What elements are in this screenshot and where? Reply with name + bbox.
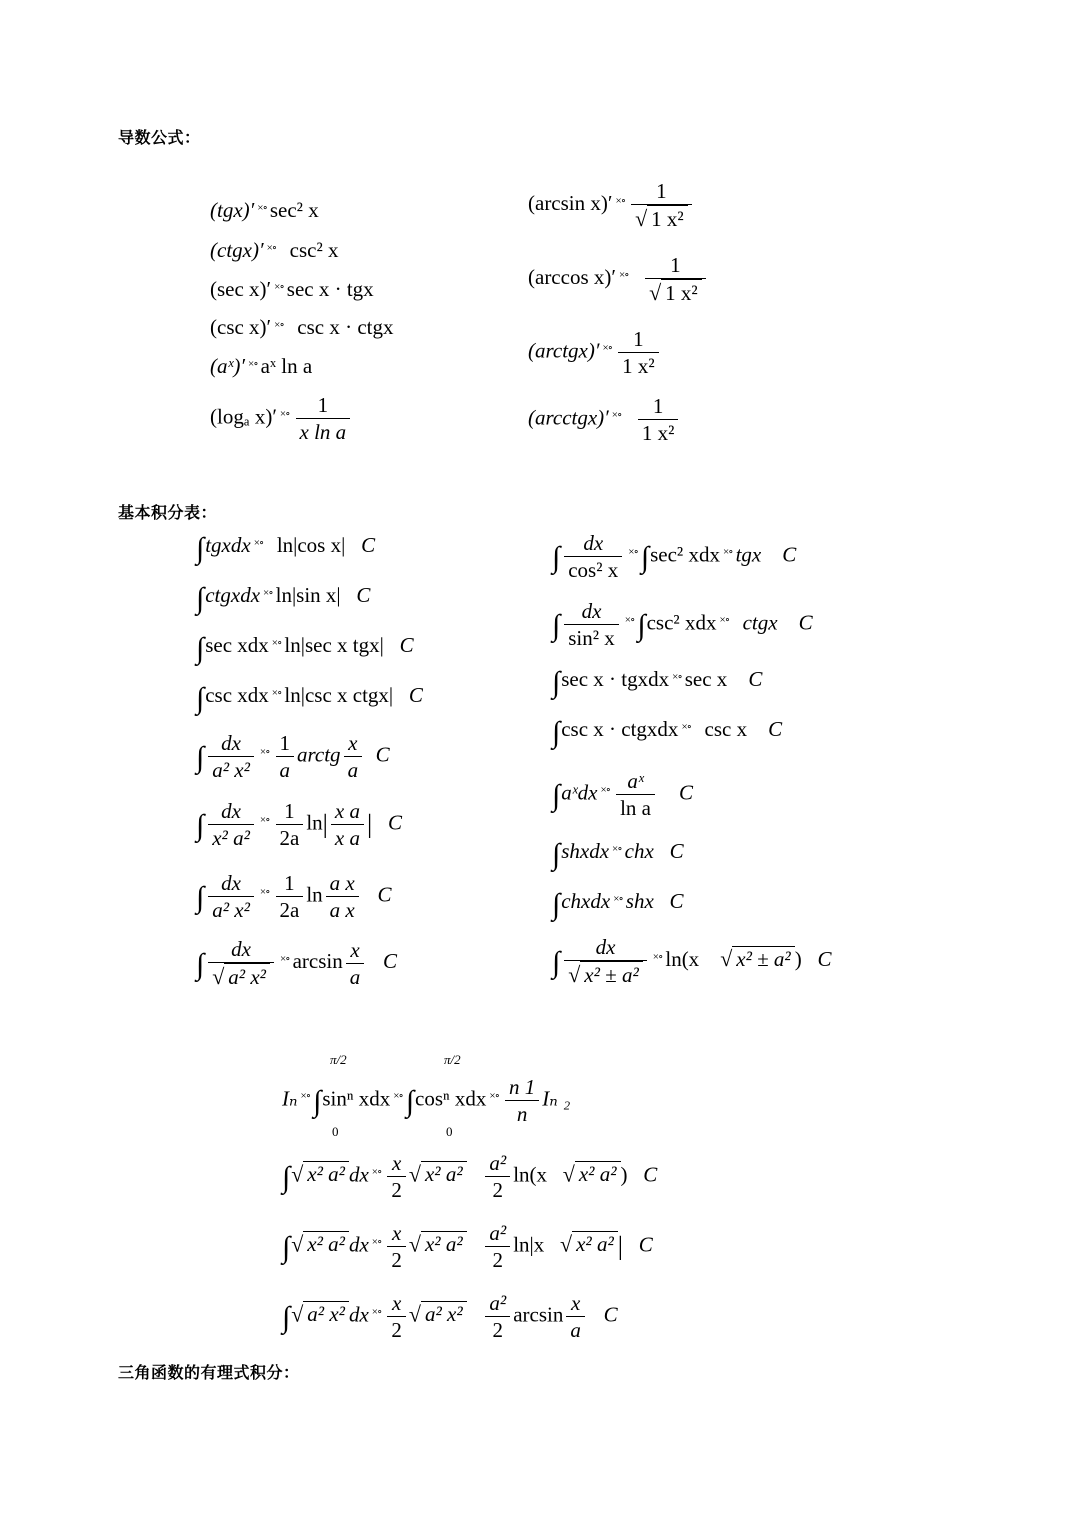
int-sec2: ∫ $\frac{dx}{\text{cos² x}}$ ×∘ ∫sec² xdx ×∘ tgx C (552, 531, 797, 582)
deriv-arcsin: (arcsin x)′ ×∘ $\frac{1}{\text{√ 1 x²}}$ (528, 178, 695, 232)
deriv-logax: (logₐ x)′ ×∘ $\frac{1}{\text{x ln a}}$ (210, 392, 353, 445)
int-cscx: ∫csc xdx ×∘ ln|csc x ctgx| C (196, 682, 423, 715)
int-arcsin: ∫ $\frac{dx}{\text{√ a² x²}}$ ×∘ arcsin $\frac{x}{a}$ C (196, 937, 397, 989)
limit-upper-2: π/2 (444, 1052, 461, 1067)
int-cscx-ctgx: ∫csc x · ctgxdx ×∘ csc x C (552, 716, 783, 749)
int-shx: ∫shxdx ×∘ chx C (552, 838, 684, 871)
int-secx: ∫sec xdx ×∘ ln|sec x tgx| C (196, 632, 414, 665)
deriv-arcctg: (arcctgx)′ ×∘ $\frac{1}{\text{1 x²}}$ (528, 393, 681, 446)
int-secx-tgx: ∫sec x · tgxdx ×∘ sec x C (552, 666, 763, 699)
deriv-secx: (sec x)′ ×∘ sec x · tgx (210, 277, 374, 301)
deriv-tgx: (tgx)′ ×∘ sec² x (210, 198, 319, 222)
heading-derivatives: 导数公式： (118, 128, 201, 147)
int-ax: ∫aˣdx ×∘ $\frac{\text{aˣ}}{\text{ln a}}$ C (552, 769, 693, 820)
limit-lower-1: 0 (332, 1124, 339, 1139)
int-ln-sqrt: ∫ $\frac{dx}{\text{√ x² ± a²}}$ ×∘ ln(x √ x² ± a² ) C (552, 935, 832, 987)
formula-In: Iₙ ×∘ ∫sinⁿ xdx ×∘ ∫cosⁿ xdx ×∘ $\frac{n 1}{n}$ Iₙ ₂ (282, 1075, 571, 1126)
int-csc2: ∫ $\frac{dx}{\text{sin² x}}$ ×∘ ∫csc² xdx ×∘ ctgx C (552, 599, 813, 650)
deriv-arctg: (arctgx)′ ×∘ $\frac{1}{\text{1 x²}}$ (528, 326, 662, 379)
int-ln-xa: ∫ $\frac{dx}{\text{x² a²}}$ ×∘ $\frac{1}{2a}$ ln| $\frac{\text{x a}}{\text{x a}}$ | C (196, 799, 402, 850)
formula-sqrt-a2-minus-x2: ∫√ a² x² dx ×∘ $\frac{x}{2}$ √ a² x² $\frac{\text{a²}}{2}$ arcsin $\frac{x}{a}$ C (282, 1291, 618, 1342)
limit-lower-2: 0 (446, 1124, 453, 1139)
deriv-arccos: (arccos x)′ ×∘ $\frac{1}{\text{√ 1 x²}}$ (528, 252, 709, 306)
deriv-ctgx: (ctgx)′ ×∘ csc² x (210, 238, 339, 262)
limit-upper-1: π/2 (330, 1052, 347, 1067)
int-tgx: ∫tgxdx ×∘ ln|cos x| C (196, 532, 376, 565)
int-chx: ∫chxdx ×∘ shx C (552, 888, 684, 921)
deriv-cscx: (csc x)′ ×∘ csc x · ctgx (210, 315, 394, 339)
int-ln-ax: ∫ $\frac{dx}{\text{a² x²}}$ ×∘ $\frac{1}{2a}$ ln $\frac{\text{a x}}{\text{a x}}$ C (196, 871, 392, 922)
heading-integral-table: 基本积分表： (118, 503, 218, 522)
heading-trig-rational: 三角函数的有理式积分： (118, 1363, 300, 1382)
int-ctgx: ∫ctgxdx ×∘ ln|sin x| C (196, 582, 371, 615)
int-arctg: ∫ $\frac{dx}{\text{a² x²}}$ ×∘ $\frac{1}{a}$ arctg $\frac{x}{a}$ C (196, 731, 390, 782)
formula-sqrt-x2-plus-a2: ∫√ x² a² dx ×∘ $\frac{x}{2}$ √ x² a² $\frac{\text{a²}}{2}$ ln(x √ x² a² ) C (282, 1151, 658, 1202)
deriv-ax: (aˣ)′ ×∘ aˣ ln a (210, 354, 313, 378)
formula-sqrt-x2-minus-a2: ∫√ x² a² dx ×∘ $\frac{x}{2}$ √ x² a² $\frac{\text{a²}}{2}$ ln|x √ x² a² | C (282, 1221, 653, 1272)
